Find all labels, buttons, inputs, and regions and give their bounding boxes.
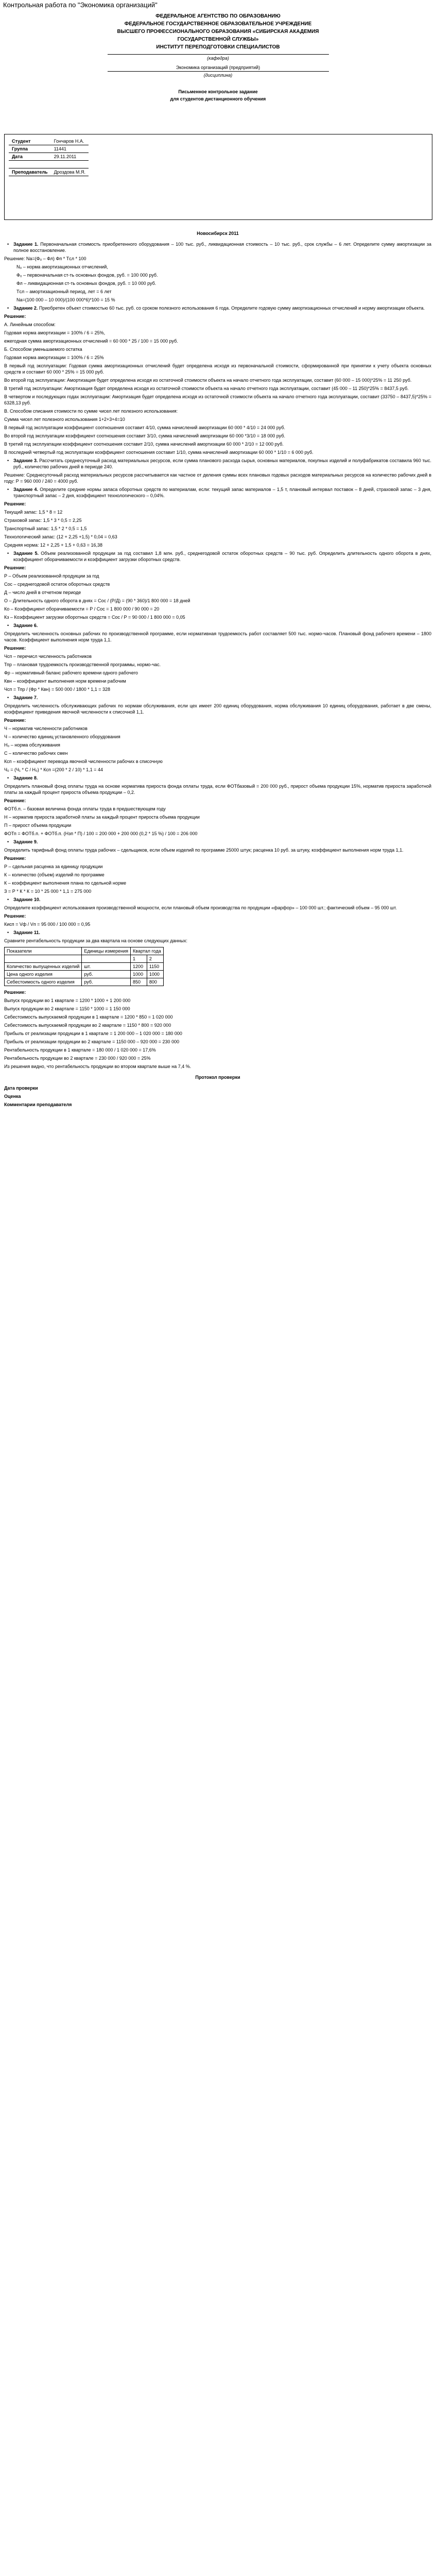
t2-c-line: Во второй год эксплуатации коэффициент соотношения составит 3/10, сумма начислений амортизации 60 000 *3/10 = 18 000 руб. bbox=[4, 433, 285, 438]
t10-solution: Решение: bbox=[4, 913, 26, 919]
task-subtitle: для студентов дистанционного обучения bbox=[170, 96, 266, 101]
table-cell: руб. bbox=[82, 971, 131, 978]
t1-formula: Решение: Na=(Ф₀ – Фл) Фп * Tсл * 100 bbox=[4, 256, 86, 261]
t2-b: Б. Способом уменьшаемого остатка bbox=[4, 347, 82, 352]
t5-line: Кз – Коэффициент загрузки оборотных средств = Сос / Р = 90 000 / 1 800 000 = 0,05 bbox=[4, 615, 185, 620]
t2-a-line: ежегодная сумма амортизационных отчислений = 60 000 * 25 / 100 = 15 000 руб. bbox=[4, 338, 178, 344]
table-subheader-row bbox=[5, 955, 164, 963]
t9-text: Определить тарифный фонд оплаты труда рабочих – сдельщиков, если объем изделий по программе 25000 штук; расценка 10 руб. за штуку, коэффициент выполнения норм труда 1,1. bbox=[4, 848, 404, 853]
t1-lines: N₀ – норма амортизационных отчислений, Ф₀ – первоначальная ст-ть основных фондов, руб. = 100 000 руб. Фл – ликвидационная ст-ть основных фондов, руб. = 10 000 руб. Tсл – амортизационный период, лет = 6 лет Na=(100 000 – 10 000)/(100 000*6)*100 = 15 % bbox=[16, 264, 158, 302]
t2-c: В. Способом списания стоимости по сумме чисел лет полезного использования: bbox=[4, 409, 178, 414]
t2-c-line: В последний четвертый год эксплуатации коэффициент соотношения составит 1/10, сумма начислений амортизации 60 000 * 1/10 = 6 000 руб. bbox=[4, 450, 313, 455]
t11-line: Выпуск продукции во 1 квартале = 1200 * 1000 + 1 200 000 bbox=[4, 998, 131, 1003]
teacher-row: Преподаватель Дроздова М.Я. bbox=[9, 168, 89, 176]
t5-line: О – Длительность одного оборота в днях = Сос / (Р/Д) = (90 * 360)/1 800 000 = 18 дней bbox=[4, 598, 190, 603]
student-row: Студент Гончаров Н.А. bbox=[9, 138, 89, 145]
t8-text: Определить плановый фонд оплаты труда на основе норматива прироста фонда оплаты труда, если ФОТбазовый = 200 000 руб., прирост объема продукции 15%, норматив прироста заработной платы за каждый процент прироста объема продукции – 0,2. bbox=[4, 784, 431, 795]
t5-line: Р – Объем реализованной продукции за год bbox=[4, 573, 99, 579]
table-cell: 800 bbox=[147, 978, 163, 986]
t9-solution: Решение: bbox=[4, 856, 26, 861]
table-cell: 850 bbox=[131, 978, 147, 986]
t11-line: Из решения видно, что рентабельность продукции во втором квартале выше на 7,4 %. bbox=[4, 1064, 191, 1069]
task-title: Письменное контрольное задание bbox=[178, 89, 258, 94]
t11-line: Выпуск продукции во 2 квартале = 1150 * 1000 = 1 150 000 bbox=[4, 1006, 130, 1011]
table-header-cell: Квартал года bbox=[131, 947, 164, 955]
table-cell: Себестоимость одного изделия bbox=[5, 978, 82, 986]
t6-text: Определить численность основных рабочих по производственной программе, если нормативная трудоемкость работ составляет 500 тыс. нормо-часов. Плановый фонд рабочего времени – 1800 часов. Коэффициент выполнения норм труда 1,1. bbox=[4, 631, 431, 642]
t11-line: Прибыль от реализации продукции во 2 квартале = 1150 000 – 920 000 = 230 000 bbox=[4, 1039, 180, 1044]
check-date-label: Дата проверки bbox=[4, 1086, 38, 1091]
t9-line: К – количество (объем) изделий по программе bbox=[4, 872, 104, 877]
task-2: • Задание 2. Приобретен объект стоимостью 60 тыс. руб. со сроком полезного использования 6 года. Определите годовую сумму амортизационных отчислений и норму амортизации объекта. bbox=[4, 305, 431, 311]
t2-c-line: Сумма чисел лет полезного использования 1+2+3+4=10 bbox=[4, 417, 125, 422]
t4-line: Страховой запас: 1,5 * 3 * 0,5 = 2,25 bbox=[4, 518, 82, 523]
t6-line: Чсп – перечисл численность работников bbox=[4, 654, 92, 659]
task-9: • Задание 9. bbox=[4, 839, 431, 845]
t8-line: П – прирост объема продукции bbox=[4, 823, 72, 828]
table-header-cell: Показатели bbox=[5, 947, 82, 955]
t3-solution: Решение: Среднесуточный расход материальных ресурсов рассчитывается как частное от деления суммы всех плановых годовых расходов материальных ресурсов на количество рабочих дней в году: Р = 960 000 / 240 = 4000 руб. bbox=[4, 472, 431, 484]
table-cell: 1000 bbox=[147, 971, 163, 978]
table-row bbox=[5, 971, 164, 978]
t8-line: Н – норматив прироста заработной платы за каждый процент прироста объема продукции bbox=[4, 815, 200, 820]
student-info-table bbox=[9, 138, 89, 176]
t2-c-line: В третий год эксплуатации коэффициент соотношения составит 2/10, сумма начислений амортизации 60 000 * 2/10 = 12 000 руб. bbox=[4, 442, 284, 447]
t11-line: Себестоимость выпускаемой продукции в 1 квартале = 1200 * 850 = 1 020 000 bbox=[4, 1014, 173, 1020]
table-cell: 1000 bbox=[131, 971, 147, 978]
task-5: • Задание 5. Объем реализованной продукции за год составил 1,8 млн. руб., среднегодовой остаток оборотных средств – 90 тыс. руб. Определить длительность одного оборота в днях, коэффициент оборачиваемости и коэффициент загрузки оборотных средств. bbox=[4, 550, 431, 563]
t6-line: Тпр – плановая трудоемкость производственной программы, нормо-час. bbox=[4, 662, 161, 667]
table-subheader-cell: 1 bbox=[131, 955, 147, 963]
task-10: • Задание 10. bbox=[4, 896, 431, 903]
header-block bbox=[0, 12, 436, 51]
t7-line: Ч₀ = (Ч₁ * С / Н₀) * Ксп =(200 * 2 / 10) * 1,1 = 44 bbox=[4, 767, 103, 772]
task-3: • Задание 3. Рассчитать среднесуточный расход материальных ресурсов, если сумма планового расхода сырья, основных материалов, покупных изделий и полуфабрикатов составила 960 тыс. руб., количество рабочих дней в периоде 240. bbox=[4, 457, 431, 470]
student-info-card bbox=[4, 134, 432, 220]
protocol-title: Протокол проверки bbox=[195, 1075, 240, 1080]
table-cell: 1150 bbox=[147, 963, 163, 971]
t11-line: Рентабельность продукции в 1 квартале = 180 000 / 1 020 000 = 17,6% bbox=[4, 1047, 156, 1053]
agency-line: ФЕДЕРАЛЬНОЕ АГЕНТСТВО ПО ОБРАЗОВАНИЮ bbox=[155, 13, 281, 19]
t2-b-line: В четвертом и последующих годах эксплуатации: Амортизация будет определена исходя из остаточной стоимости объекта на начало отчетного года эксплуатации, составит (33750 – 8437,5)*25% = 6328,13 руб. bbox=[4, 394, 431, 405]
t2-b-line: В первый год эксплуатации: Годовая сумма амортизационных отчислений будет определена исходя из первоначальной стоимости, сформированной при принятии к учету объекта основных средств и составит 60 000 * 25% = 15 000 руб. bbox=[4, 363, 431, 375]
t8-line: ФОТп = ФОТб.п. + ФОТб.п. (Нзп * П) / 100 = 200 000 + 200 000 (0,2 * 15 %) / 100 = 206 000 bbox=[4, 831, 198, 836]
t9-line: К – коэффициент выполнения плана по сдельной норме bbox=[4, 880, 127, 886]
t2-a: А. Линейным способом: bbox=[4, 322, 56, 327]
t11-solution: Решение: bbox=[4, 990, 26, 995]
discipline-line bbox=[108, 71, 329, 72]
content bbox=[4, 226, 431, 1110]
t7-line: Ч – количество единиц установленного оборудования bbox=[4, 734, 120, 739]
t7-line: Н₀ – норма обслуживания bbox=[4, 742, 60, 748]
task-11: • Задание 11. bbox=[4, 929, 431, 936]
chair-line bbox=[108, 54, 329, 55]
t10-line: Кисп = Vф / Vп = 95 000 / 100 000 = 0,95 bbox=[4, 922, 91, 927]
document-title: Контрольная работа по "Экономика организаций" bbox=[3, 1, 158, 9]
t8-solution: Решение: bbox=[4, 798, 26, 803]
table-cell: руб. bbox=[82, 978, 131, 986]
t4-line: Средняя норма: 12 + 2,25 + 1,5 + 0,63 = 16,38 bbox=[4, 543, 103, 548]
t7-text: Определить численность обслуживающих рабочих по нормам обслуживания, если цех имеет 200 единиц оборудования, норма обслуживания 10 единиц оборудования, работает в две смены, коэффициент приведения явочной численности к списочной 1,1. bbox=[4, 703, 431, 715]
t11-line: Рентабельность продукции во 2 квартале = 230 000 / 920 000 = 25% bbox=[4, 1056, 151, 1061]
t5-line: Ко – Коэффициент оборачиваемости = Р / Сос = 1 800 000 / 90 000 = 20 bbox=[4, 606, 160, 612]
table-cell: Цена одного изделия bbox=[5, 971, 82, 978]
t5-line: Сос – среднегодовой остаток оборотных средств bbox=[4, 582, 110, 587]
table-cell: шт. bbox=[82, 963, 131, 971]
t9-line: З = Р * К * К = 10 * 25 000 * 1,1 = 275 000 bbox=[4, 889, 92, 894]
t6-line: Квн – коэффициент выполнения норм времени рабочим bbox=[4, 679, 126, 684]
t7-line: С – количество рабочих смен bbox=[4, 751, 68, 756]
institute-line: ИНСТИТУТ ПЕРЕПОДГОТОВКИ СПЕЦИАЛИСТОВ bbox=[156, 44, 280, 50]
t10-text: Определите коэффициент использования производственной мощности, если плановый объем производства по продукции «фарфор» – 100 000 шт.; фактический объем – 95 000 шт. bbox=[4, 905, 397, 910]
t4-line: Технологический запас: (12 + 2,25 +1,5) * 0,04 = 0,63 bbox=[4, 534, 117, 539]
data-table bbox=[4, 947, 164, 986]
task-6: • Задание 6. bbox=[4, 622, 431, 629]
task-7: • Задание 7. bbox=[4, 694, 431, 701]
empty-row bbox=[9, 161, 89, 168]
t7-solution: Решение: bbox=[4, 718, 26, 723]
t2-c-line: В первый год эксплуатации коэффициент соотношения составит 4/10, сумма начислений амортизации 60 000 * 4/10 = 24 000 руб. bbox=[4, 425, 285, 430]
t7-line: Ксп – коэффициент перевода явочной численности рабочих в списочную bbox=[4, 759, 163, 764]
group-row: Группа 11441 bbox=[9, 145, 89, 153]
t2-b-line: В третий год эксплуатации: Амортизация будет определена исходя из остаточной стоимости объекта на начало отчетного года эксплуатации, составит (45 000 – 11 250)*25% = 8437,5 руб. bbox=[4, 386, 409, 391]
university-line-1: ФЕДЕРАЛЬНОЕ ГОСУДАРСТВЕННОЕ ОБРАЗОВАТЕЛЬНОЕ УЧРЕЖДЕНИЕ bbox=[124, 21, 312, 27]
t4-line: Транспортный запас: 1,5 * 2 * 0,5 = 1,5 bbox=[4, 526, 87, 531]
discipline-caption: (дисциплина) bbox=[203, 73, 233, 78]
task-1: • Задание 1. Первоначальная стоимость приобретенного оборудования – 100 тыс. руб., ликвидационная стоимость – 10 тыс. руб., срок службы – 6 лет. Определите сумму амортизации за полное восстановление. bbox=[4, 241, 431, 253]
t8-line: ФОТб.п. – базовая величина фонда оплаты труда в предшествующем году bbox=[4, 806, 166, 811]
table-subheader-cell bbox=[5, 955, 82, 963]
chair-caption: (кафедра) bbox=[207, 56, 229, 61]
t4-solution: Решение: bbox=[4, 501, 26, 506]
university-line-2: ВЫСШЕГО ПРОФЕССИОНАЛЬНОГО ОБРАЗОВАНИЯ «СИБИРСКАЯ АКАДЕМИЯ bbox=[117, 29, 319, 35]
t2-b-line: Во второй год эксплуатации: Амортизация будет определена исходя из остаточной стоимости объекта на начало отчетного года эксплуатации, составит (60 000 – 15 000)*25% = 11 250 руб. bbox=[4, 378, 412, 383]
date-row: Дата 29.11.2011 bbox=[9, 153, 89, 161]
t5-line: Д – число дней в отчетном периоде bbox=[4, 590, 81, 595]
task-8: • Задание 8. bbox=[4, 775, 431, 781]
t6-solution: Решение: bbox=[4, 646, 26, 651]
t11-line: Прибыль от реализации продукции в 1 квартале = 1 200 000 – 1 020 000 = 180 000 bbox=[4, 1031, 182, 1036]
table-subheader-cell bbox=[82, 955, 131, 963]
table-cell: 1200 bbox=[131, 963, 147, 971]
university-line-3: ГОСУДАРСТВЕННОЙ СЛУЖБЫ» bbox=[177, 37, 259, 42]
comments-label: Комментарии преподавателя bbox=[4, 1102, 72, 1107]
table-subheader-cell: 2 bbox=[147, 955, 163, 963]
table-row bbox=[5, 978, 164, 986]
table-header-row bbox=[5, 947, 164, 955]
table-row bbox=[5, 963, 164, 971]
task-4: • Задание 4. Определите средние нормы запаса оборотных средств по материалам, если: текущий запас материалов – 1,5 т, плановый интервал поставок – 8 дней, страховой запас – 3 дня, транспортный запас – 2 дня, коэффициент технологического – 0,04%. bbox=[4, 486, 431, 499]
grade-label: Оценка bbox=[4, 1094, 21, 1099]
t9-line: Р – сдельная расценка за единицу продукции bbox=[4, 864, 103, 869]
t2-solution: Решение: bbox=[4, 314, 26, 319]
t5-solution: Решение: bbox=[4, 565, 26, 570]
t2-b-line: Годовая норма амортизации = 100% / 6 = 25% bbox=[4, 355, 104, 360]
t6-line: Чсп = Тпр / (Фр * Квн) = 500 000 / 1800 * 1,1 = 328 bbox=[4, 687, 111, 692]
t7-line: Ч – норматив численности работников bbox=[4, 726, 88, 731]
discipline: Экономика организаций (предприятий) bbox=[176, 65, 260, 70]
place-year: Новосибирск 2011 bbox=[197, 231, 239, 236]
table-cell: Количество выпущенных изделий bbox=[5, 963, 82, 971]
t2-a-line: Годовая норма амортизации = 100% / 6 = 25%, bbox=[4, 330, 106, 335]
t6-line: Фр – нормативный баланс рабочего времени одного рабочего bbox=[4, 670, 138, 675]
t11-text: Сравните рентабельность продукции за два квартала на основе следующих данных: bbox=[4, 938, 187, 943]
table-header-cell: Единицы измерения bbox=[82, 947, 131, 955]
t11-line: Себестоимость выпускаемой продукции во 2 квартале = 1150 * 800 = 920 000 bbox=[4, 1023, 171, 1028]
t4-line: Текущий запас: 1,5 * 8 = 12 bbox=[4, 510, 63, 515]
